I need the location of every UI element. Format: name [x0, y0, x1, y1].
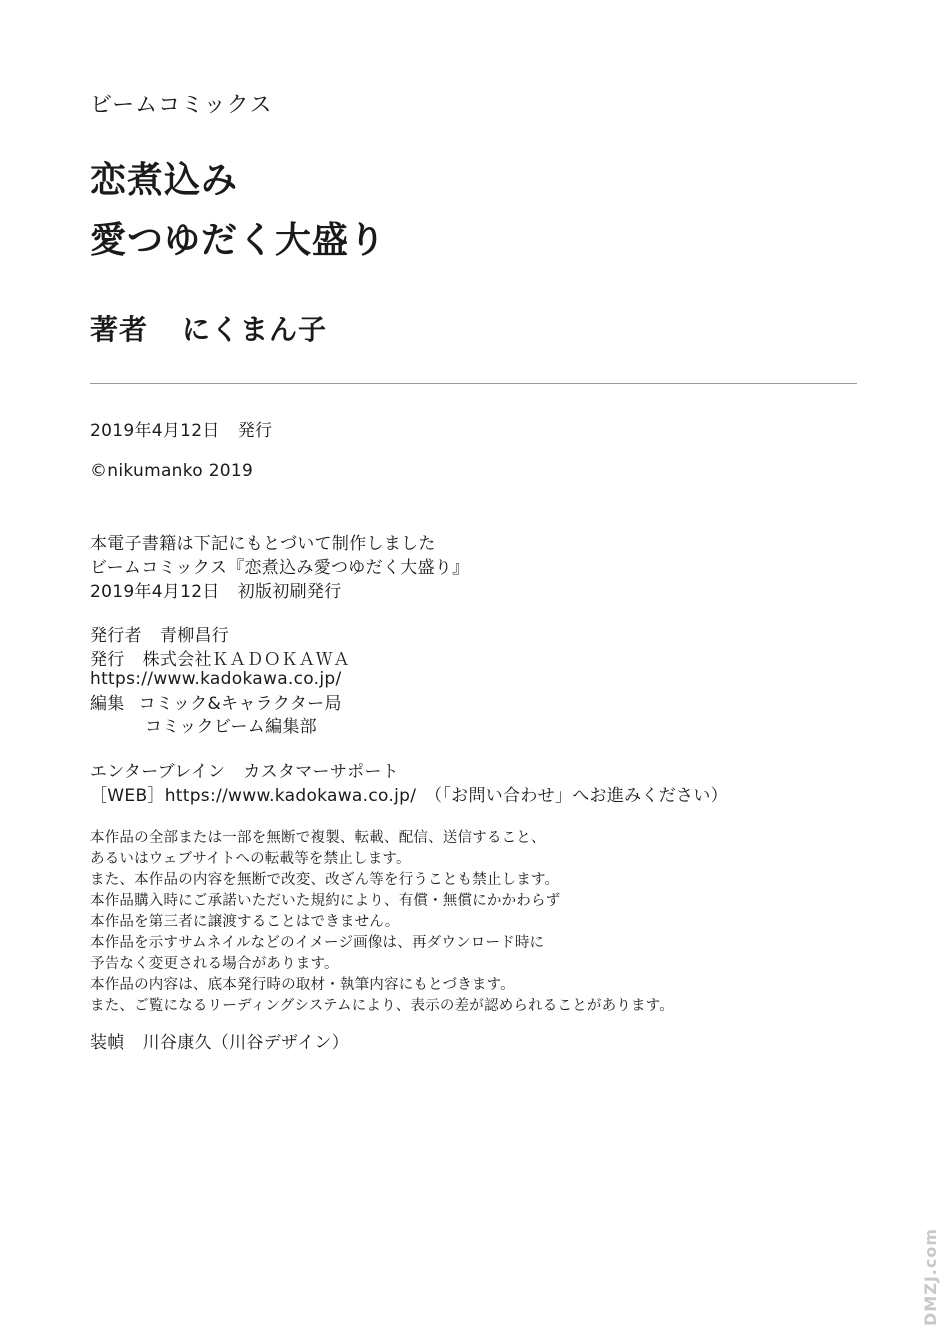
support-desk: カスタマーサポート — [243, 762, 400, 782]
issuer-line — [90, 645, 350, 670]
design-name: 川谷康久（川谷デザイン） — [142, 1033, 350, 1053]
ebook-note-line-1: 本電子書籍は下記にもとづいて制作しました — [90, 534, 436, 554]
title-line-1: 恋煮込み — [90, 160, 239, 201]
publication-label: 発行 — [237, 421, 273, 441]
divider — [90, 383, 857, 384]
notice-line-3: また、本作品の内容を無断で改変、改ざん等を行うことも禁止します。 — [90, 872, 560, 888]
author-line — [90, 308, 327, 348]
publication-date-line — [90, 416, 272, 441]
title-line-2: 愛つゆだく大盛り — [90, 220, 387, 261]
ebook-note-line-3 — [90, 577, 342, 602]
support-company: エンターブレイン — [90, 762, 226, 782]
design-credit-line — [90, 1028, 349, 1053]
notice-line-6: 本作品を示すサムネイルなどのイメージ画像は、再ダウンロード時に — [90, 935, 545, 951]
copyright: ©nikumanko 2019 — [90, 461, 254, 481]
issuer-label: 発行 — [90, 650, 125, 670]
publisher-label: 発行者 — [90, 626, 142, 646]
issuer-name: 株式会社ＫＡＤＯＫＡＷＡ — [142, 650, 351, 670]
notice-line-2: あるいはウェブサイトへの転載等を禁止します。 — [90, 851, 411, 867]
ebook-note-label: 初版初刷発行 — [237, 582, 342, 602]
design-label: 装幀 — [90, 1033, 125, 1053]
author-name: にくまん子 — [182, 313, 328, 346]
support-line-1 — [90, 757, 399, 782]
notice-line-9: また、ご覧になるリーディングシステムにより、表示の差が認められることがあります。 — [90, 998, 674, 1014]
ebook-note-line-2: ビームコミックス『恋煮込み愛つゆだく大盛り』 — [90, 558, 470, 578]
editor-line — [90, 689, 342, 714]
editor-label: 編集 — [90, 694, 125, 714]
imprint-label: ビームコミックス — [90, 93, 273, 118]
notice-line-7: 予告なく変更される場合があります。 — [90, 956, 339, 972]
notice-line-4: 本作品購入時にご承諾いただいた規約により、有償・無償にかかわらず — [90, 893, 561, 909]
publisher-url: https://www.kadokawa.co.jp/ — [90, 669, 342, 689]
publisher-line — [90, 621, 229, 646]
notice-line-1: 本作品の全部または一部を無断で複製、転載、配信、送信すること、 — [90, 830, 546, 846]
support-line-2: ［WEB］https://www.kadokawa.co.jp/ （「お問い合わせ」へお進みください） — [90, 786, 728, 806]
publication-date: 2019年4月12日 — [90, 421, 220, 441]
notice-line-5: 本作品を第三者に譲渡することはできません。 — [90, 914, 400, 930]
author-label: 著者 — [90, 313, 149, 346]
publisher-name: 青柳昌行 — [159, 626, 230, 646]
ebook-note-date: 2019年4月12日 — [90, 582, 220, 602]
editor-dept-2: コミックビーム編集部 — [145, 717, 317, 737]
notice-line-8: 本作品の内容は、底本発行時の取材・執筆内容にもとづきます。 — [90, 977, 515, 993]
watermark: DMZJ.com — [921, 1228, 940, 1326]
editor-dept-1: コミック&キャラクター局 — [138, 694, 342, 714]
